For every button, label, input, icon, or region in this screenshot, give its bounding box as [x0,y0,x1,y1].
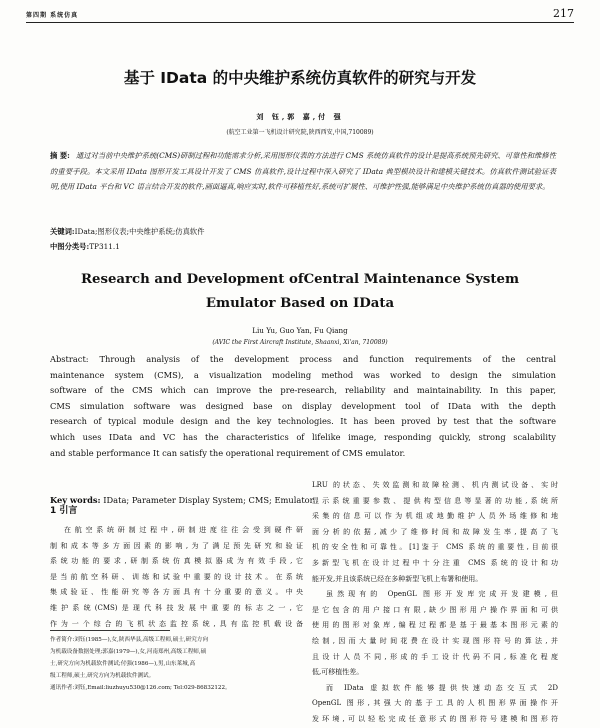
body-line: OpenGL 图形,其强大的基于工具的人机图形界面操作开 [312,699,558,708]
abstract-english-line: software of the CMS which can improve the pre-research, reliability and maintainability. In this paper, [50,385,556,396]
abstract-english-line: research of typical module design and the key technologies. It has been proved by test that the software [50,416,556,427]
body-line: 显示系统重要参数、提供构型信息等显著的功能,系统所 [312,496,558,505]
right-column-body [312,478,558,728]
body-line: 维护系统(CMS)是现代科技发展中重要的标志之一,它 [50,603,303,612]
body-line: 采集的信息可以作为机组或地勤维护人员外场维修和地 [312,512,558,521]
footnote-line: 作者简介:刘钰(1985—),女,陕西华县,高级工程师,硕士,研究方向 [50,637,209,643]
affiliation-english: (AVIC the First Aircraft Institute, Shaanxi, Xi'an, 710089) [212,339,388,346]
footnote-line: 为机载设备数据处理;郭嘉(1979—),女,河南郑州,高级工程师,硕 [50,649,207,655]
body-line: 在航空系统研制过程中,研制进度往往会受到硬件研 [64,526,303,534]
body-line: 是它包含的用户接口有限,缺少图形用户操作界面和可供 [312,605,558,614]
body-line: LRU 的状态、失效监测和故障检测、机内测试设备、实时 [312,481,558,489]
body-line: 制和成本等多方面因素的影响,为了满足预先研究和验证 [50,541,303,550]
keywords-english-text: IData; Parameter Display System; CMS; Emulator [103,495,314,505]
body-line: 低,可移植性差。 [312,668,364,677]
body-line: 系统功能的要求,研制系统仿真模拟器成为有效手段,它 [50,557,303,566]
footnotes [50,634,303,694]
abstract-label: 摘 要: [50,151,70,160]
affiliation-chinese: (航空工业第一飞机设计研究院,陕西西安,中国,710089) [226,129,374,136]
body-line: 使用的图形对象库,编程过程都是基于最基本图形元素的 [312,621,558,630]
body-line: 而 IData 虚拟软件能够提供快速动态交互式 2D [326,683,558,692]
abstract-text: 通过对当前中央维护系统(CMS)研制过程和功能需求分析,采用图形仪表的方法进行 CMS 系统仿真软件的设计是提高系统预先研究、可靠性和维修性的重要手段。本文采用 IData 图形开发工具设计开发了 CMS 仿真软件,设计过程中深入研究了 IData 典型模块设计和建模关键技术。仿真软件测试验证表明,使用 IData 平台和 VC 语言结合开发的软件,画面逼真,响应实时,软件可移植性好,系统可扩展性、可维护性强,能够满足中央维护系统仿真器的使用要求。 [50,151,556,192]
body-line: 且设计人员不同,形成的手工设计代码不同,标准化程度 [312,652,558,661]
keywords-label: 关键词: [50,227,75,236]
footnote-line: 士,研究方向为机载软件测试;付强(1986—),男,山东莱城,高 [50,661,196,667]
body-line: 机的安全性和可靠性。[1]鉴于 CMS 系统的重要性,目前很 [312,543,558,552]
keywords-text: IData;图形仪表;中央维护系统;仿真软件 [74,227,205,236]
left-column-body [50,523,303,632]
classification-number [50,242,120,252]
running-header [26,8,574,23]
abstract-english-line: Abstract: Through analysis of the development process and function requirements of the central [50,354,556,364]
abstract-english-line: and stable performance It can satisfy the operational requirement of CMS emulator. [50,447,406,458]
classification-label: 中图分类号: [50,242,90,251]
body-line: 虽然现有的 OpenGL 图形开发库完成开发建模,但 [326,590,558,599]
abstract-english-line: which uses IData and VC has the characteristics of lifelike image, responding quickly, strong scalability [50,431,556,442]
body-line: 集成验证、性能研究等各方面具有十分重要的意义。中央 [50,588,303,597]
keywords-chinese [50,227,205,237]
abstract-english-line: maintenance system (CMS), a visualization modeling method was worked to design the simulation [50,369,556,380]
abstract-english [50,352,556,461]
section-heading-introduction: 1 引言 [50,506,78,516]
title-english-line: Research and Development ofCentral Maintenance System [80,272,520,287]
page-number: 217 [553,7,574,20]
keywords-english-label: Key words: [50,495,101,505]
running-title: 第四期 系统仿真 [26,12,79,19]
footnote-line: 级工程师,硕士,研究方向为机载软件测试。 [50,673,155,679]
title-english-line: Emulator Based on IData [205,296,395,311]
classification-text: TP311.1 [89,242,120,251]
title-chinese: 基于 IData 的中央维护系统仿真软件的研究与开发 [123,69,477,87]
body-line: 是当前航空科研、训练和试验中重要的设计技术。在系统 [50,572,303,581]
body-line: 绘制,因而大量时间花费在设计实现图形符号的算法,并 [312,636,558,645]
title-english [0,268,600,316]
abstract-english-line: CMS simulation software was designed base on display development tool of IData with the depth [50,400,556,411]
abstract-chinese [50,148,556,195]
authors-chinese: 刘 钰,郭 嘉,付 强 [256,112,344,121]
footnote-line: 通讯作者:刘钰,Email:liuzhuyu530@126.com; Tel:029-86832122。 [50,685,231,691]
body-line: 面分析的依据,减少了维修时间和故障发生率,提高了飞 [312,527,558,536]
footnote-divider [50,630,170,631]
body-line: 作为一个综合的飞机状态监控系统,具有监控机载设备 [50,619,303,628]
body-line: 多新型飞机在设计过程中十分注重 CMS 系统的设计和功 [312,558,558,567]
body-line: 发环境,可以轻松完成任意形式的图形符号建模和图形符 [312,714,558,723]
keywords-english [50,495,314,505]
body-line: 能开发,并且该系统已经在多种新型飞机上布署和使用。 [312,574,483,583]
authors-english: Liu Yu, Guo Yan, Fu Qiang [252,326,348,335]
